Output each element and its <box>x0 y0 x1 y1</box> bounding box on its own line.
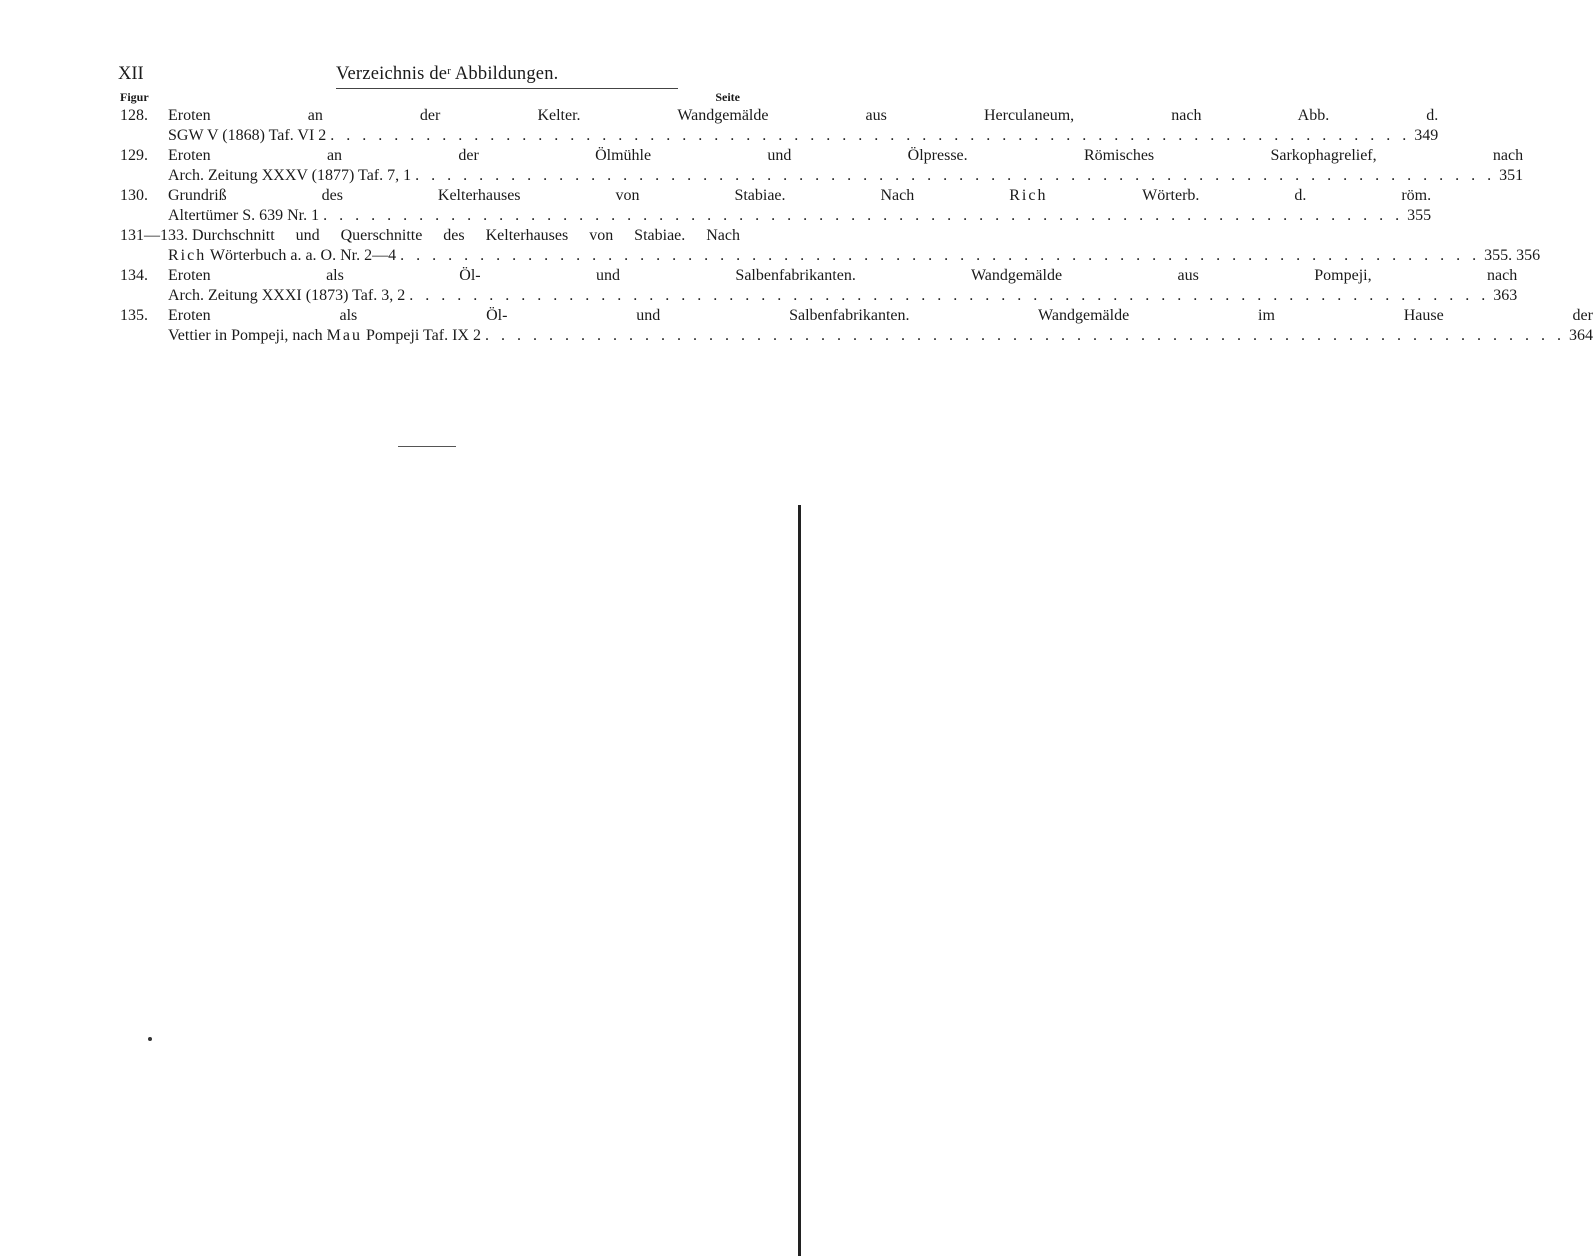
running-title-sup: r <box>447 65 452 77</box>
entry-text-segment: Pompeji Taf. IX 2 <box>361 327 481 344</box>
page-reference: 349 <box>1414 127 1439 144</box>
list-item <box>120 266 1518 306</box>
entry-line: Durchschnitt und Querschnitte des Kelterhauses von Stabiae. Nach <box>192 227 740 244</box>
entry-line: Eroten an der Ölmühle und Ölpresse. Römisches Sarkophagrelief, nach <box>168 147 1524 164</box>
entry-text <box>168 306 1593 346</box>
running-title-part1: Verzeichnis de <box>336 64 448 84</box>
dot-leader <box>400 246 1480 266</box>
page-header <box>118 64 738 90</box>
entry-leader-line <box>168 206 1431 226</box>
page-reference: 351 <box>1499 167 1524 184</box>
entry-leader-line <box>168 286 1517 306</box>
page-reference: 364 <box>1568 327 1593 344</box>
entry-text-segment: Grundriß des Kelterhauses von Stabiae. Nach <box>168 187 1010 204</box>
figure-number: 128. <box>120 107 148 124</box>
scan-edge-shadow <box>798 505 801 1256</box>
page-number: XII <box>118 64 144 84</box>
list-item <box>120 186 1432 226</box>
page-column-heading: Seite <box>715 90 740 104</box>
entry-text <box>192 226 740 246</box>
figure-number: 130. <box>120 187 148 204</box>
figure-number: 134. <box>120 267 148 284</box>
entry-text <box>168 266 1517 306</box>
figure-column-heading: Figur <box>120 90 149 104</box>
entry-text-segment: Wörterbuch a. a. O. Nr. 2—4 <box>206 247 397 264</box>
entry-line: Eroten als Öl- und Salbenfabrikanten. Wandgemälde aus Pompeji, nach <box>168 267 1518 284</box>
dot-leader <box>415 166 1495 186</box>
dot-leader <box>323 206 1403 226</box>
entry-line: Altertümer S. 639 Nr. 1 <box>168 207 320 224</box>
page-reference: 355 <box>1407 207 1432 224</box>
entry-text-segment: Wörterb. d. röm. <box>1047 187 1432 204</box>
entry-line: SGW V (1868) Taf. VI 2 <box>168 127 327 144</box>
running-title <box>336 64 559 85</box>
entry-text-segment: Vettier in Pompeji, nach <box>168 327 327 344</box>
entry-text <box>168 146 1523 186</box>
header-underline <box>336 88 678 89</box>
figure-number: 135. <box>120 307 148 324</box>
entry-leader-line <box>168 326 1593 346</box>
entry-text <box>168 106 1438 146</box>
list-item-continuation <box>120 246 1541 266</box>
entry-line: Arch. Zeitung XXXI (1873) Taf. 3, 2 <box>168 287 406 304</box>
author-name: Mau <box>326 327 362 344</box>
list-item <box>120 226 740 246</box>
author-name: Rich <box>168 247 207 264</box>
list-item <box>120 306 1593 346</box>
list-item <box>120 146 1524 186</box>
dot-leader <box>409 286 1489 306</box>
running-title-part2: Abbildungen. <box>451 64 559 84</box>
column-headings <box>120 90 740 106</box>
page-reference: 355. 356 <box>1484 247 1541 264</box>
author-name: Rich <box>1009 187 1048 204</box>
entry-text <box>168 186 1431 226</box>
list-item <box>120 106 1439 146</box>
dot-leader <box>330 126 1410 146</box>
entry-leader-line <box>168 126 1438 146</box>
entry-leader-line <box>168 166 1523 186</box>
print-speck <box>148 1037 152 1041</box>
entry-leader-line <box>168 246 1540 266</box>
entry-line: Eroten als Öl- und Salbenfabrikanten. Wandgemälde im Hause der <box>168 307 1593 324</box>
entry-line: Arch. Zeitung XXXV (1877) Taf. 7, 1 <box>168 167 412 184</box>
page-reference: 363 <box>1493 287 1518 304</box>
entry-line <box>168 186 1431 206</box>
figure-number: 129. <box>120 147 148 164</box>
entry-line <box>168 246 396 266</box>
section-divider <box>398 446 456 447</box>
figure-number: 131—133. <box>120 227 188 244</box>
entry-line <box>168 326 481 346</box>
dot-leader <box>485 326 1565 346</box>
entry-line: Eroten an der Kelter. Wandgemälde aus Herculaneum, nach Abb. d. <box>168 107 1439 124</box>
figure-list <box>120 106 1593 346</box>
